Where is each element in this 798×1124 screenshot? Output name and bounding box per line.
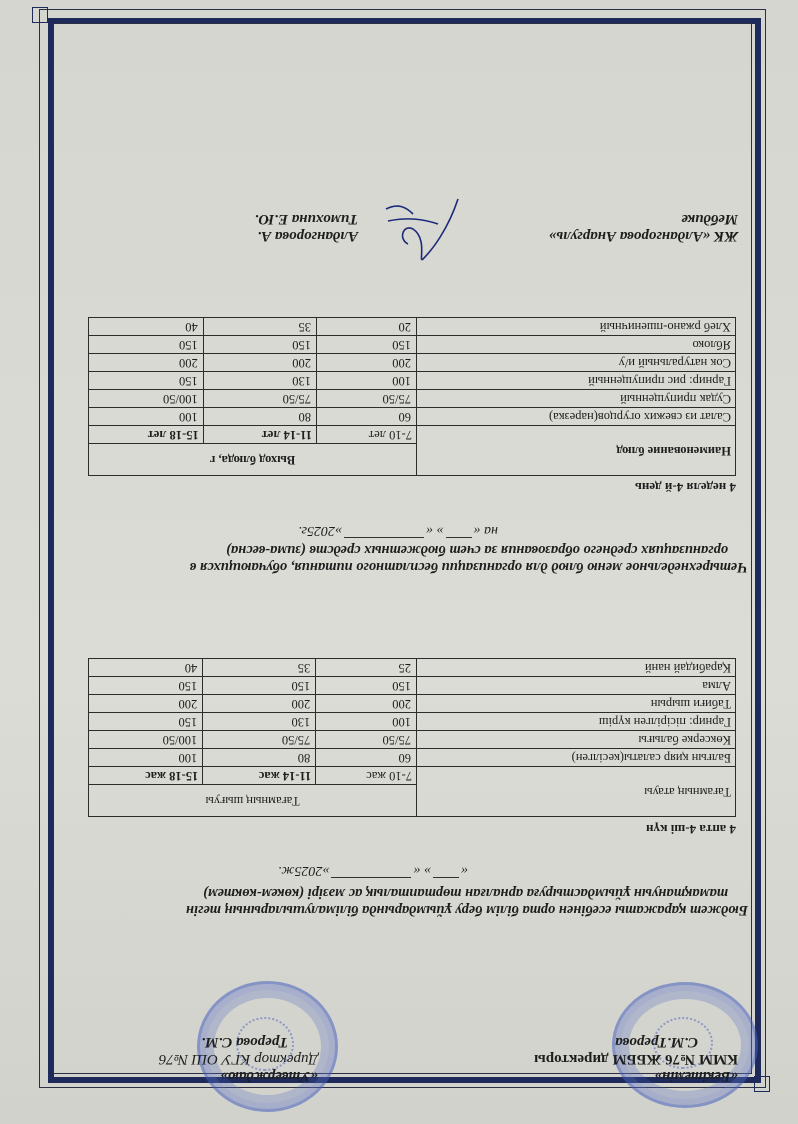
approval-org: КММ №76 ЖББМ директоры [534, 1051, 738, 1067]
portion-value: 80 [203, 408, 316, 426]
portion-value: 150 [203, 677, 316, 695]
table-row [89, 677, 736, 695]
table-row [89, 408, 736, 426]
portion-value: 150 [317, 336, 417, 354]
column-header-output: Выход блюда, г [89, 444, 417, 476]
portion-value: 100 [316, 713, 417, 731]
table-row [89, 695, 736, 713]
portion-value: 35 [203, 659, 316, 677]
signer-name: Алдангорова А. [257, 228, 358, 244]
portion-value: 60 [316, 749, 417, 767]
title-line: организациях среднего образования за счет бюджетных средств (зима-весна) [226, 542, 728, 558]
border-corner-ornament [32, 7, 48, 23]
portion-value: 150 [89, 336, 204, 354]
signer-block [255, 210, 358, 244]
portion-value: 100/50 [89, 390, 204, 408]
table-row [89, 749, 736, 767]
portion-value: 200 [203, 695, 316, 713]
portion-value: 35 [203, 318, 316, 336]
portion-value: 130 [203, 713, 316, 731]
portion-value: 40 [89, 659, 203, 677]
russian-date-line [298, 522, 498, 538]
border-corner-ornament [754, 1076, 770, 1092]
russian-week-label: 4 неделя 4-й день [634, 480, 736, 495]
table-row [89, 731, 736, 749]
table-row [89, 659, 736, 677]
portion-value: 150 [203, 336, 316, 354]
table-row [89, 713, 736, 731]
date-year: »2025ж. [277, 863, 330, 878]
portion-value: 150 [316, 677, 417, 695]
column-header-output: Тағамның шығуы [89, 785, 417, 817]
portion-value: 100 [89, 749, 203, 767]
handwritten-signature [378, 189, 468, 269]
age-header: 11-14 лет [203, 426, 316, 444]
portion-value: 75/50 [317, 390, 417, 408]
signer-name: Тимохина Е.Ю. [254, 211, 358, 227]
table-row [89, 390, 736, 408]
kazakh-menu-table [88, 658, 736, 817]
portion-value: 200 [316, 695, 417, 713]
org-role: Мебдике [681, 211, 738, 227]
table-header-row [89, 785, 736, 817]
column-header-dish: Наименование блюд [417, 426, 736, 476]
portion-value: 130 [203, 372, 316, 390]
signature-org-block [549, 210, 738, 244]
date-year: »2025г. [298, 523, 343, 538]
table-row [89, 372, 736, 390]
title-line: Бюджет қаражаты есебінен орта білім беру ұйымдарында білімалушыларының тегін [185, 902, 748, 918]
approval-heading: «Бекітемін» [654, 1068, 738, 1084]
portion-value: 75/50 [203, 390, 316, 408]
kazakh-date-line [278, 862, 468, 878]
table-row [89, 318, 736, 336]
portion-value: 80 [203, 749, 316, 767]
portion-value: 60 [317, 408, 417, 426]
dish-name: Хлеб ржано-пшеничный [417, 318, 736, 336]
dish-name: Яблоко [417, 336, 736, 354]
age-header: 7-10 жас [316, 767, 417, 785]
approval-name: С.М.Трерова [615, 1034, 698, 1050]
kazakh-week-label: 4 апта 4-ші күн [645, 822, 736, 837]
dish-name: Сок натуральный и/у [417, 354, 736, 372]
date-quote: на « [473, 523, 498, 538]
portion-value: 150 [89, 372, 204, 390]
portion-value: 100 [89, 408, 204, 426]
portion-value: 100/50 [89, 731, 203, 749]
age-header: 15-18 лет [89, 426, 204, 444]
kazakh-menu-title [58, 884, 748, 918]
age-header: 15-18 жас [89, 767, 203, 785]
dish-name: Гарнир: рис припущенный [417, 372, 736, 390]
table-row [89, 336, 736, 354]
portion-value: 20 [317, 318, 417, 336]
dish-name: Көксерке балығы [417, 731, 736, 749]
portion-value: 150 [89, 713, 203, 731]
dish-name: Гарнир: пісірілген күріш [417, 713, 736, 731]
table-row [89, 354, 736, 372]
approval-block-russian [159, 1033, 318, 1084]
dish-name: Салат из свежих огурцов(нарезка) [417, 408, 736, 426]
portion-value: 200 [317, 354, 417, 372]
age-header: 11-14 жас [203, 767, 316, 785]
date-quote: « [461, 863, 468, 878]
portion-value: 200 [89, 354, 204, 372]
column-header-dish: Тағамның атауы [417, 767, 736, 817]
approval-org: Директор КГУ ОШ №76 [158, 1051, 318, 1067]
approval-name: Трерова С.М. [201, 1034, 288, 1050]
portion-value: 25 [316, 659, 417, 677]
dish-name: Судак припущенный [417, 390, 736, 408]
approval-block-kazakh [534, 1033, 738, 1084]
portion-value: 40 [89, 318, 204, 336]
portion-value: 150 [89, 677, 203, 695]
portion-value: 100 [317, 372, 417, 390]
title-line: тамақтануын ұйымдастыруға арналған төртапталық ас мәзірі (көкем-көктем) [203, 885, 728, 901]
dish-name: Балғын қияр салаты(кесілген) [417, 749, 736, 767]
title-line: Четырехнедельное меню блюд для организации бесплатного питания, обучающихся в [189, 559, 748, 575]
russian-menu-title [58, 541, 748, 575]
org-name: ЖК «Алдангорова Анаргуль» [548, 228, 738, 244]
dish-name: Қарабидай нанй [417, 659, 736, 677]
table-header-row [89, 444, 736, 476]
dish-name: Табиғи шырын [417, 695, 736, 713]
dish-name: Алма [417, 677, 736, 695]
approval-heading: «Утверждаю» [220, 1068, 318, 1084]
portion-value: 200 [203, 354, 316, 372]
date-quote: » « [426, 523, 444, 538]
date-quote: » « [413, 863, 431, 878]
portion-value: 75/50 [203, 731, 316, 749]
age-header: 7-10 лет [317, 426, 417, 444]
portion-value: 200 [89, 695, 203, 713]
russian-menu-table [88, 317, 736, 476]
portion-value: 75/50 [316, 731, 417, 749]
